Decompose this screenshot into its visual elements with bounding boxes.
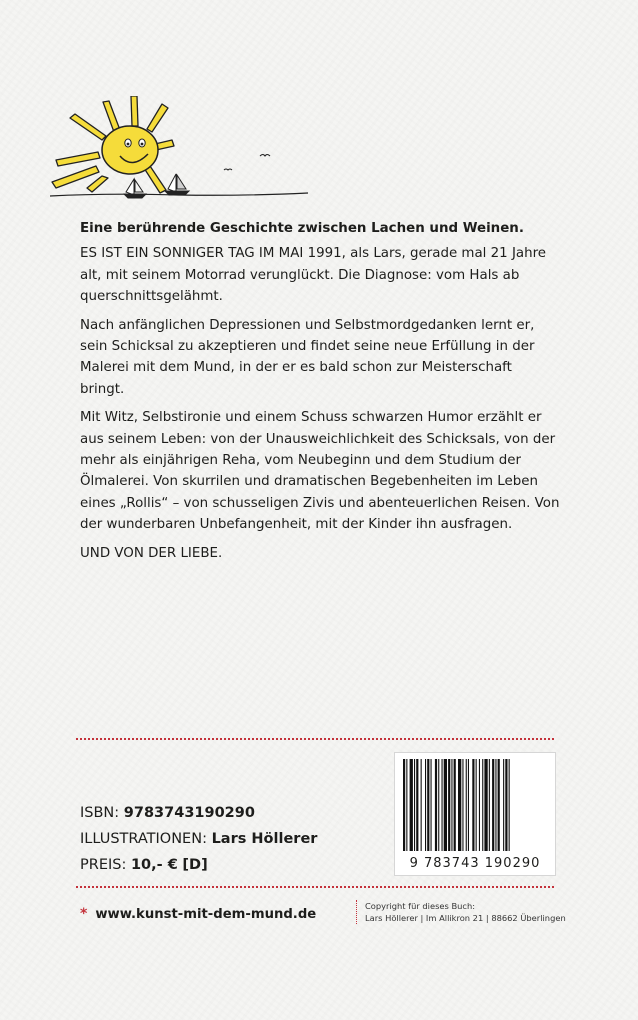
back-cover-text — [80, 218, 560, 571]
price-label: PREIS: — [80, 857, 127, 873]
illustrations-label: ILLUSTRATIONEN: — [80, 831, 207, 847]
paragraph: Nach anfänglichen Depressionen und Selbstmordgedanken lernt er, sein Schicksal zu akzeptieren und findet seine neue Erfüllung in der Malerei mit dem Mund, in der er es bald schon zur Meisterschaft bringt. — [80, 317, 535, 397]
book-meta — [80, 800, 317, 878]
copyright-line: Copyright für dieses Buch: — [365, 901, 476, 911]
closing-line: UND VON DER LIEBE. — [80, 545, 223, 561]
price-value: 10,- € — [130, 857, 178, 873]
illustrations-value: Lars Höllerer — [211, 831, 318, 847]
paragraph: ES IST EIN SONNIGER TAG IM MAI 1991, als Lars, gerade mal 21 Jahre alt, mit seinem Motorrad verunglückt. Die Diagnose: vom Hals ab querschnittsgelähmt. — [80, 246, 547, 305]
bird-icon — [260, 155, 270, 157]
sailboat-icon — [124, 179, 146, 198]
sun-illustration — [48, 96, 318, 208]
copyright-note — [356, 900, 566, 924]
paragraph: Mit Witz, Selbstironie und einem Schuss schwarzen Humor erzählt er aus seinem Leben: von der Unausweichlichkeit des Schicksals, von der mehr als einjährigen Reha, vom Neubeginn und dem Studium der Ölmalerei. Von skurrilen und dramatischen Begebenheiten im Leben eines „Rollis“ – von schusseligen Zivis und abenteuerlichen Reisen. Von der wunderbaren Unbefangenheit, mit der Kinder ihn ausfragen. — [80, 410, 560, 533]
bird-icon — [224, 169, 232, 170]
sailboat-icon — [165, 174, 189, 195]
asterisk-icon: * — [80, 906, 88, 922]
tagline: Eine berührende Geschichte zwischen Lachen und Weinen. — [80, 221, 524, 236]
barcode-digits: 9 783743 190290 — [409, 856, 541, 871]
isbn-row — [80, 800, 317, 826]
copyright-line: Lars Höllerer | Im Allikron 21 | 88662 Überlingen — [365, 913, 566, 923]
illustrations-row — [80, 826, 317, 852]
price-region: [D] — [182, 857, 208, 873]
barcode-bars — [401, 759, 549, 851]
isbn-value: 9783743190290 — [123, 805, 255, 821]
isbn-label: ISBN: — [80, 805, 120, 821]
divider-bottom — [76, 886, 554, 888]
website-url[interactable]: www.kunst-mit-dem-mund.de — [95, 907, 317, 922]
barcode — [394, 752, 556, 876]
price-row — [80, 852, 317, 878]
divider-top — [76, 738, 554, 740]
website-link[interactable] — [80, 906, 316, 922]
